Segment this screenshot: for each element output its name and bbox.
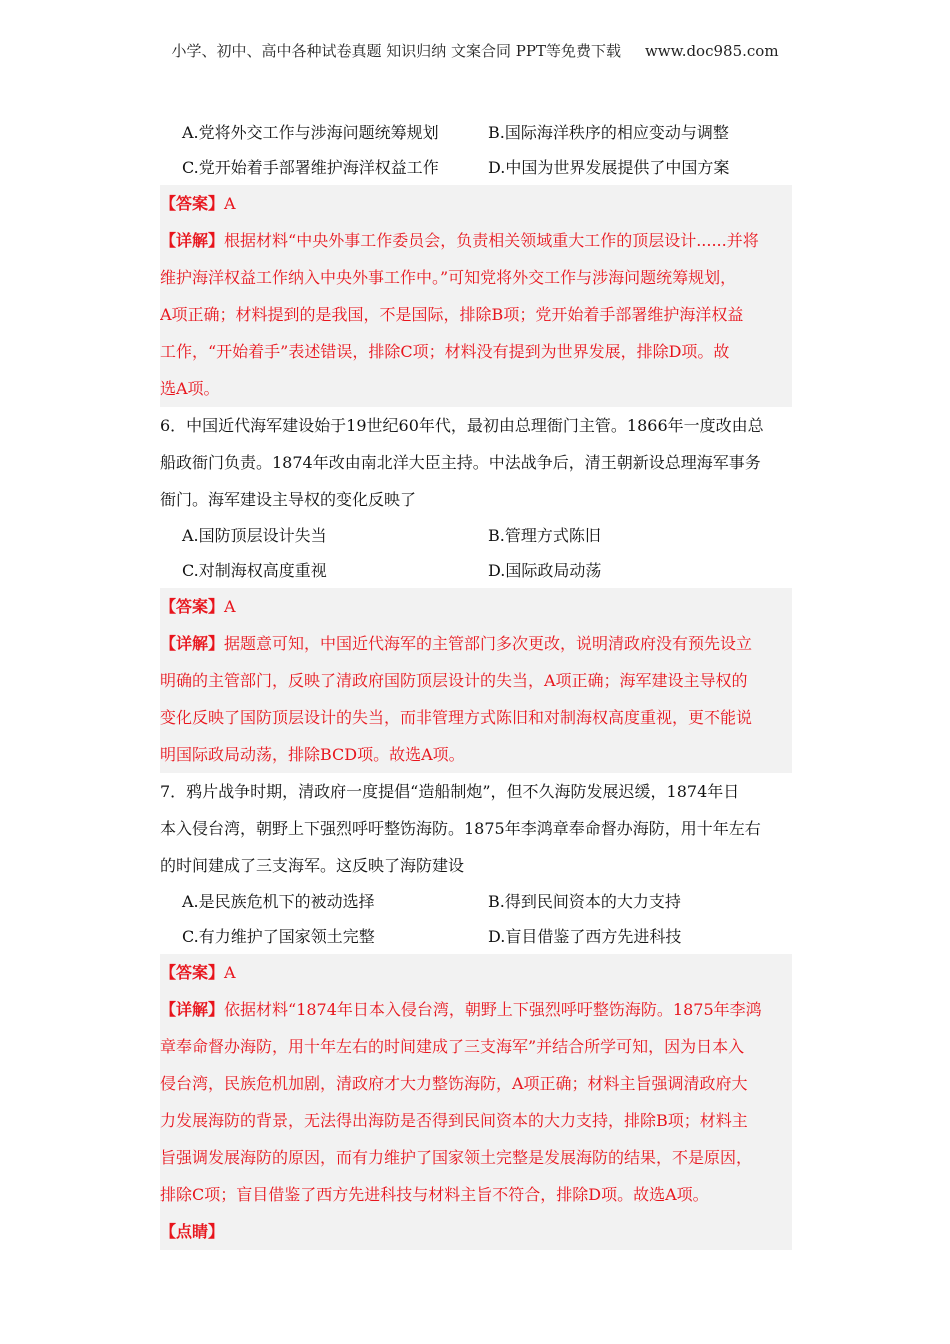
q7-detail-line: 侵台湾，民族危机加剧，清政府才大力整饬海防，A项正确；材料主旨强调清政府大 (160, 1074, 748, 1093)
header-text: 小学、初中、高中各种试卷真题 知识归纳 文案合同 PPT等免费下载 (171, 42, 621, 60)
q6-detail-line: 【详解】据题意可知，中国近代海军的主管部门多次更改，说明清政府没有预先设立 (160, 634, 753, 653)
q5-detail-line: A项正确；材料提到的是我国，不是国际，排除B项；党开始着手部署维护海洋权益 (160, 305, 744, 324)
q7-answer: 【答案】A (160, 963, 236, 982)
q5-answer: 【答案】A (160, 194, 236, 213)
q7-detail-line: 【详解】依据材料“1874年日本入侵台湾，朝野上下强烈呼吁整饬海防。1875年李鸿 (160, 1000, 762, 1019)
q5-detail-line: 维护海洋权益工作纳入中央外事工作中。”可知党将外交工作与涉海问题统筹规划， (160, 268, 737, 287)
q7-option-d: D.盲目借鉴了西方先进科技 (488, 927, 682, 946)
q5-detail-line: 工作，“开始着手”表述错误，排除C项；材料没有提到为世界发展，排除D项。故 (160, 342, 730, 361)
q6-detail-line: 变化反映了国防顶层设计的失当，而非管理方式陈旧和对制海权高度重视，更不能说 (160, 708, 753, 727)
q5-options-row-1 (160, 115, 792, 150)
q6-option-d: D.国际政局动荡 (488, 561, 602, 580)
q7-detail-line: 排除C项；盲目借鉴了西方先进科技与材料主旨不符合，排除D项。故选A项。 (160, 1185, 709, 1204)
q5-option-c: C.党开始着手部署维护海洋权益工作 (182, 158, 439, 177)
q5-options-row-2 (160, 150, 792, 185)
q6-detail-line: 明确的主管部门，反映了清政府国防顶层设计的失当，A项正确；海军建设主导权的 (160, 671, 748, 690)
header-site: www.doc985.com (644, 42, 779, 60)
q6-answer: 【答案】A (160, 597, 236, 616)
q5-option-a: A.党将外交工作与涉海问题统筹规划 (182, 123, 439, 142)
q7-option-a: A.是民族危机下的被动选择 (182, 892, 375, 911)
q6-stem-line: 6．中国近代海军建设始于19世纪60年代，最初由总理衙门主管。1866年一度改由总 (160, 416, 764, 435)
q6-detail-line: 明国际政局动荡，排除BCD项。故选A项。 (160, 745, 465, 764)
q5-answer-block (160, 185, 792, 407)
q6-option-b: B.管理方式陈旧 (488, 526, 601, 545)
q6-options-row-2 (160, 553, 792, 588)
q7-detail-line: 力发展海防的背景，无法得出海防是否得到民间资本的大力支持，排除B项；材料主 (160, 1111, 748, 1130)
q5-detail-line: 选A项。 (160, 379, 220, 398)
q7-options-row-1 (160, 884, 792, 919)
q5-option-b: B.国际海洋秩序的相应变动与调整 (488, 123, 729, 142)
q6-stem-line: 船政衙门负责。1874年改由南北洋大臣主持。中法战争后，清王朝新设总理海军事务 (160, 453, 761, 472)
q7-option-b: B.得到民间资本的大力支持 (488, 892, 681, 911)
q7-detail-line: 旨强调发展海防的原因，而有力维护了国家领土完整是发展海防的结果，不是原因， (160, 1148, 753, 1167)
q6-stem-line: 衙门。海军建设主导权的变化反映了 (160, 490, 417, 509)
q6-option-c: C.对制海权高度重视 (182, 561, 327, 580)
q7-options-row-2 (160, 919, 792, 954)
document-body (160, 115, 792, 1250)
q6-answer-block (160, 588, 792, 773)
q6-options-row-1 (160, 518, 792, 553)
q7-answer-block (160, 954, 792, 1250)
page-header (0, 40, 950, 61)
q5-detail-line: 【详解】根据材料“中央外事工作委员会，负责相关领域重大工作的顶层设计......并将 (160, 231, 759, 250)
q7-detail-line: 章奉命督办海防，用十年左右的时间建成了三支海军”并结合所学可知，因为日本入 (160, 1037, 745, 1056)
q7-stem-line: 7．鸦片战争时期，清政府一度提倡“造船制炮”，但不久海防发展迟缓，1874年日 (160, 782, 740, 801)
q7-stem-line: 的时间建成了三支海军。这反映了海防建设 (160, 856, 465, 875)
q5-option-d: D.中国为世界发展提供了中国方案 (488, 158, 730, 177)
q7-tip: 【点睛】 (160, 1222, 225, 1241)
q7-option-c: C.有力维护了国家领土完整 (182, 927, 375, 946)
q6-option-a: A.国防顶层设计失当 (182, 526, 327, 545)
q7-stem-line: 本入侵台湾，朝野上下强烈呼吁整饬海防。1875年李鸿章奉命督办海防，用十年左右 (160, 819, 761, 838)
